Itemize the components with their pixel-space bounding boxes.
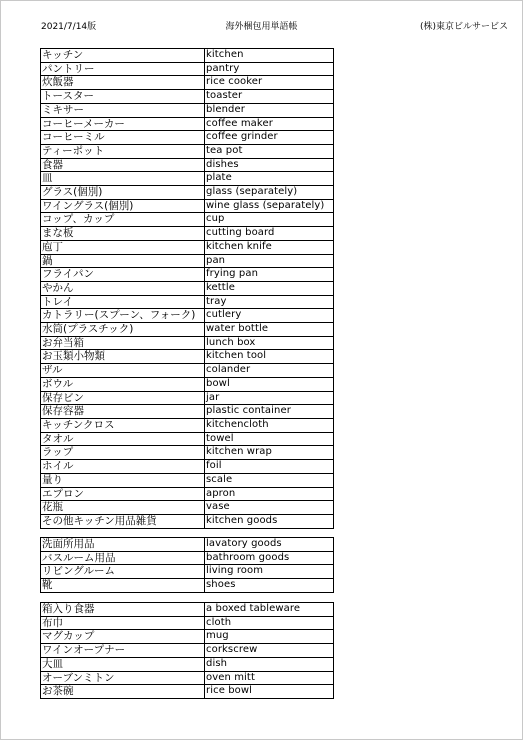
english-term: shoes [205, 579, 334, 593]
japanese-term: 量り [41, 473, 205, 487]
japanese-term: パントリー [41, 62, 205, 76]
japanese-term: ザル [41, 364, 205, 378]
table-row [41, 418, 334, 432]
japanese-term: お弁当箱 [41, 336, 205, 350]
japanese-term: トースター [41, 90, 205, 104]
english-term: coffee grinder [205, 131, 334, 145]
english-term: lunch box [205, 336, 334, 350]
english-term: bathroom goods [205, 551, 334, 565]
japanese-term: エプロン [41, 487, 205, 501]
english-term: cloth [205, 616, 334, 630]
english-term: kitchencloth [205, 418, 334, 432]
table-row [41, 117, 334, 131]
japanese-term: トレイ [41, 295, 205, 309]
table-row [41, 514, 334, 528]
document-date: 2021/7/14版 [41, 22, 97, 32]
table-row [41, 281, 334, 295]
english-term: rice cooker [205, 76, 334, 90]
english-term: kitchen [205, 49, 334, 63]
japanese-term: ラップ [41, 446, 205, 460]
japanese-term: オーブンミトン [41, 671, 205, 685]
table-row [41, 213, 334, 227]
company-name: (株)東京ビルサービス [419, 22, 508, 32]
japanese-term: ミキサー [41, 103, 205, 117]
table-row [41, 144, 334, 158]
english-term: glass (separately) [205, 186, 334, 200]
english-term: water bottle [205, 323, 334, 337]
table-row [41, 240, 334, 254]
table-row [41, 186, 334, 200]
japanese-term: やかん [41, 281, 205, 295]
table-row [41, 473, 334, 487]
table-row [41, 391, 334, 405]
table-row [41, 90, 334, 104]
japanese-term: お玉類小物類 [41, 350, 205, 364]
english-term: tea pot [205, 144, 334, 158]
table-row [41, 295, 334, 309]
japanese-term: コーヒーメーカー [41, 117, 205, 131]
english-term: plate [205, 172, 334, 186]
english-term: plastic container [205, 405, 334, 419]
japanese-term: 炊飯器 [41, 76, 205, 90]
japanese-term: 布巾 [41, 616, 205, 630]
table-row [41, 685, 334, 699]
japanese-term: お茶碗 [41, 685, 205, 699]
english-term: kitchen tool [205, 350, 334, 364]
japanese-term: ボウル [41, 377, 205, 391]
japanese-term: コーヒーミル [41, 131, 205, 145]
table-row [41, 323, 334, 337]
english-term: mug [205, 630, 334, 644]
english-term: rice bowl [205, 685, 334, 699]
table-row [41, 49, 334, 63]
table-row [41, 268, 334, 282]
english-term: a boxed tableware [205, 603, 334, 617]
english-term: corkscrew [205, 644, 334, 658]
english-term: oven mitt [205, 671, 334, 685]
japanese-term: 保存ビン [41, 391, 205, 405]
table-row [41, 446, 334, 460]
english-term: blender [205, 103, 334, 117]
table-row [41, 579, 334, 593]
english-term: kitchen knife [205, 240, 334, 254]
japanese-term: 水筒(プラスチック) [41, 323, 205, 337]
english-term: toaster [205, 90, 334, 104]
table-row [41, 538, 334, 552]
table-row [41, 501, 334, 515]
english-term: jar [205, 391, 334, 405]
english-term: kitchen goods [205, 514, 334, 528]
japanese-term: ティーポット [41, 144, 205, 158]
table-row [41, 103, 334, 117]
japanese-term: 箱入り食器 [41, 603, 205, 617]
japanese-term: 洗面所用品 [41, 538, 205, 552]
japanese-term: ホイル [41, 460, 205, 474]
japanese-term: リビングルーム [41, 565, 205, 579]
english-term: pan [205, 254, 334, 268]
table-row [41, 158, 334, 172]
japanese-term: ワインオープナー [41, 644, 205, 658]
japanese-term: まな板 [41, 227, 205, 241]
english-term: vase [205, 501, 334, 515]
japanese-term: フライパン [41, 268, 205, 282]
japanese-term: コップ、カップ [41, 213, 205, 227]
english-term: cutting board [205, 227, 334, 241]
japanese-term: 庖丁 [41, 240, 205, 254]
english-term: bowl [205, 377, 334, 391]
table-row [41, 199, 334, 213]
english-term: apron [205, 487, 334, 501]
table-row [41, 644, 334, 658]
english-term: pantry [205, 62, 334, 76]
japanese-term: ワイングラス(個別) [41, 199, 205, 213]
english-term: cup [205, 213, 334, 227]
english-term: living room [205, 565, 334, 579]
table-row [41, 603, 334, 617]
english-term: lavatory goods [205, 538, 334, 552]
japanese-term: キッチン [41, 49, 205, 63]
english-term: foil [205, 460, 334, 474]
table-row [41, 565, 334, 579]
document-title: 海外梱包用単語帳 [225, 22, 298, 32]
table-row [41, 487, 334, 501]
table-row [41, 309, 334, 323]
japanese-term: キッチンクロス [41, 418, 205, 432]
japanese-term: 皿 [41, 172, 205, 186]
english-term: colander [205, 364, 334, 378]
english-term: dishes [205, 158, 334, 172]
table-row [41, 364, 334, 378]
japanese-term: 花瓶 [41, 501, 205, 515]
english-term: scale [205, 473, 334, 487]
english-term: towel [205, 432, 334, 446]
japanese-term: 食器 [41, 158, 205, 172]
japanese-term: 鍋 [41, 254, 205, 268]
english-term: kettle [205, 281, 334, 295]
english-term: tray [205, 295, 334, 309]
table-row [41, 377, 334, 391]
japanese-term: タオル [41, 432, 205, 446]
table-row [41, 350, 334, 364]
english-term: coffee maker [205, 117, 334, 131]
table-row [41, 62, 334, 76]
table-row [41, 671, 334, 685]
table-row [41, 657, 334, 671]
table-row [41, 432, 334, 446]
table-row [41, 76, 334, 90]
english-term: dish [205, 657, 334, 671]
table-row [41, 405, 334, 419]
japanese-term: カトラリー(スプーン、フォーク) [41, 309, 205, 323]
japanese-term: グラス(個別) [41, 186, 205, 200]
table-row [41, 551, 334, 565]
table-row [41, 616, 334, 630]
table-row [41, 131, 334, 145]
english-term: wine glass (separately) [205, 199, 334, 213]
table-row [41, 460, 334, 474]
table-row [41, 336, 334, 350]
japanese-term: バスルーム用品 [41, 551, 205, 565]
vocab-table-kitchen [40, 48, 334, 529]
vocab-table-tableware [40, 602, 334, 699]
table-row [41, 172, 334, 186]
english-term: kitchen wrap [205, 446, 334, 460]
japanese-term: 保存容器 [41, 405, 205, 419]
japanese-term: マグカップ [41, 630, 205, 644]
japanese-term: その他キッチン用品雑貨 [41, 514, 205, 528]
japanese-term: 靴 [41, 579, 205, 593]
table-row [41, 254, 334, 268]
table-row [41, 227, 334, 241]
japanese-term: 大皿 [41, 657, 205, 671]
vocab-table-rooms [40, 537, 334, 593]
table-row [41, 630, 334, 644]
english-term: frying pan [205, 268, 334, 282]
english-term: cutlery [205, 309, 334, 323]
